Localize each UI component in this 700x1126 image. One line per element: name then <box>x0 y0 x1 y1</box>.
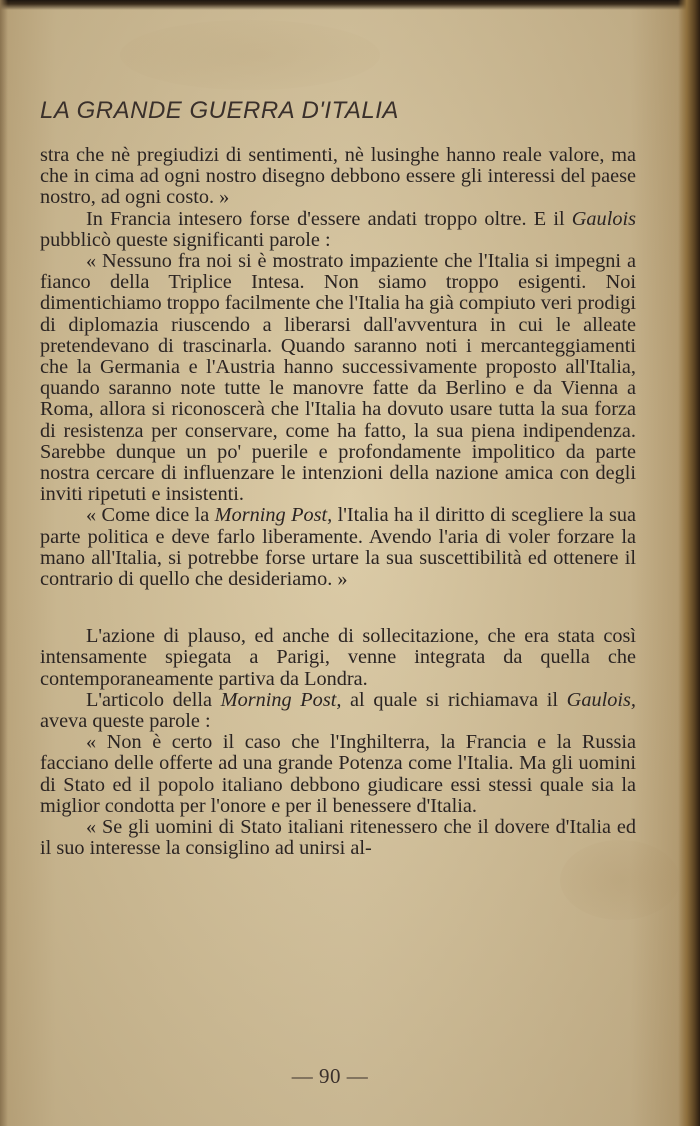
quote-morning-post: « Non è certo il caso che l'Inghilterra, la Francia e la Russia facciano delle offerte ad una grande Potenza come l'Italia. Ma gli uomini di Stato ed il popolo italiano debbono giudicare essi stessi quale sia la miglior condotta per l'onore e per il benessere d'Italia. <box>40 731 636 817</box>
paragraph-continuation: stra che nè pregiudizi di sentimenti, nè lusinghe hanno reale valore, ma che in cima ad ogni nostro disegno debbono essere gli interessi del paese nostro, ad ogni costo. » <box>40 144 636 209</box>
paragraph-articolo <box>40 690 636 732</box>
running-title: LA GRANDE GUERRA D'ITALIA <box>40 97 399 124</box>
paragraph-text: pubblicò queste significanti parole : <box>40 228 331 251</box>
paper-stain <box>120 20 380 90</box>
section-gap <box>40 590 636 626</box>
paragraph-text: « Come dice la <box>86 504 215 527</box>
page-body <box>40 145 636 860</box>
page-binding-edge <box>678 0 700 1126</box>
paragraph-text: l'Italia ha il diritto di scegliere la sua parte politica e deve farlo liberamente. Avendo l'aria di voler forzare la mano all'Italia, si potrebbe forse urtare la sua suscettibilità ed ottenere il contrario di quello che desideriamo. » <box>40 504 636 591</box>
paragraph-text: aveva queste parole : <box>40 710 211 733</box>
paragraph-text: L'articolo della <box>86 688 221 711</box>
quote-gaulois-continued <box>40 505 636 590</box>
quote-morning-post-continued: « Se gli uomini di Stato italiani ritenessero che il dovere d'Italia ed il suo interesse la consiglino ad unirsi al- <box>40 816 636 860</box>
newspaper-title: Morning Post, <box>214 504 333 527</box>
paragraph-text: In Francia intesero forse d'essere andati troppo oltre. E il <box>86 207 572 230</box>
newspaper-title: Gaulois <box>571 207 636 230</box>
page-number: — 90 — <box>291 1064 369 1088</box>
paragraph-francia <box>40 209 636 251</box>
newspaper-title: Morning Post, <box>220 688 342 711</box>
page-left-shadow <box>0 0 8 1126</box>
paragraph-text: al quale si richiamava il <box>341 688 567 711</box>
paragraph-azione: L'azione di plauso, ed anche di sollecitazione, che era stata così intensamente spiegata a Parigi, venne integrata da quella che contemporaneamente partiva da Londra. <box>40 625 636 690</box>
newspaper-title: Gaulois, <box>566 688 636 711</box>
quote-gaulois: « Nessuno fra noi si è mostrato impaziente che l'Italia si impegni a fianco della Triplice Intesa. Non siamo troppo esigenti. Noi dimentichiamo troppo facilmente che l'Italia ha già compiuto veri prodigi di diplomazia riuscendo a liberarsi dall'avventura in cui le alleate pretendevano di trascinarla. Quando saranno noti i mercanteggiamenti che la Germania e l'Austria hanno successivamente proposto all'Italia, quando saranno note tutte le manovre fatte da Berlino e da Vienna a Roma, allora si riconoscerà che l'Italia ha dovuto usare tutta la sua forza di resistenza per conservare, come ha fatto, la sua piena indipendenza. Sarebbe dunque un po' puerile e profondamente impolitico da parte nostra cercare di influenzare le intenzioni della nazione amica con degli inviti ripetuti e insistenti. <box>40 250 636 506</box>
